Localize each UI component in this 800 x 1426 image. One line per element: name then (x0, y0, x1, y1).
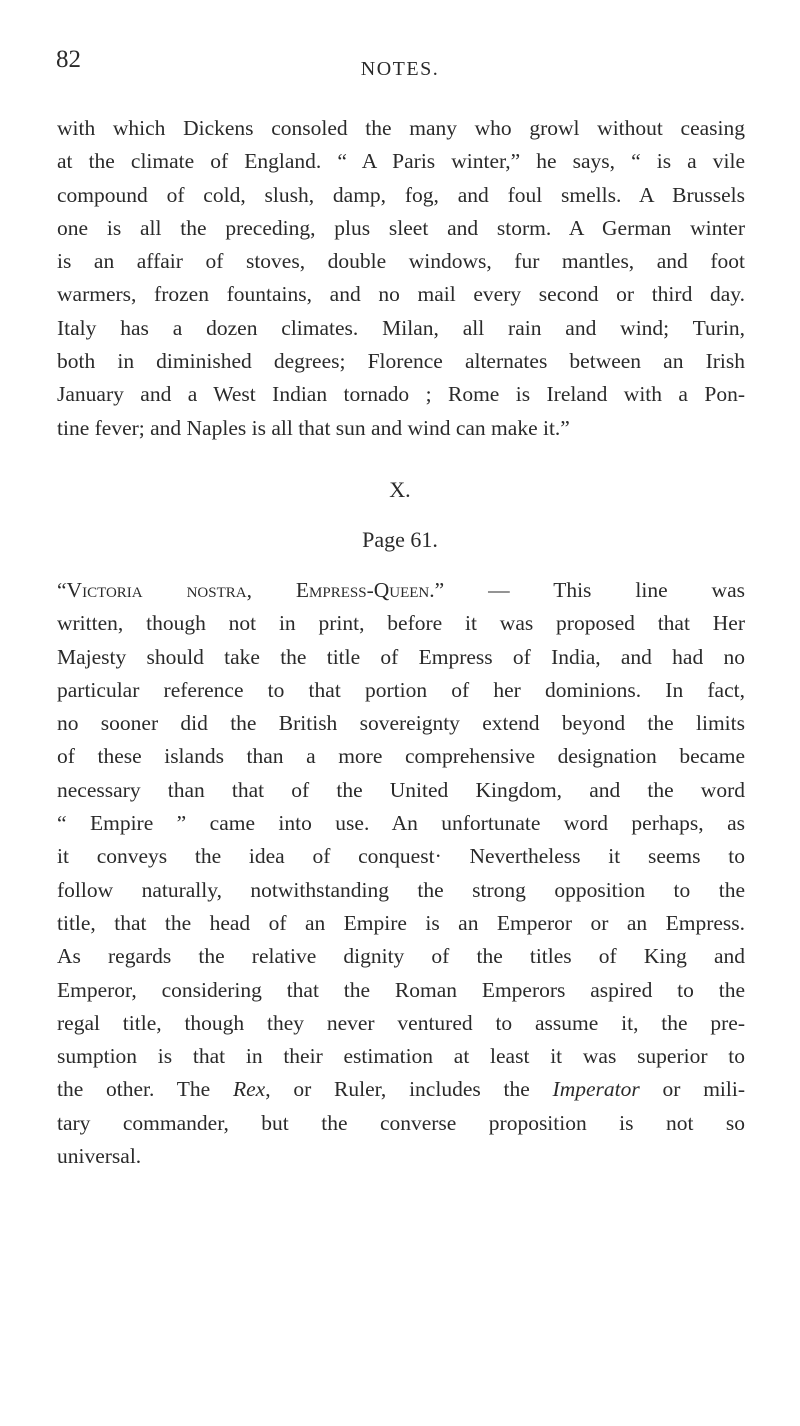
running-title: NOTES. (360, 58, 440, 80)
page-number: 82 (56, 46, 81, 73)
paragraph-climate-quote (57, 112, 745, 445)
text-line: of these islands than a more comprehensive designation became (57, 744, 745, 769)
text-line (57, 1073, 745, 1106)
text-line: one is all the preceding, plus sleet and storm. A German winter (57, 215, 745, 240)
text-line: warmers, frozen fountains, and no mail every second or third day. (57, 282, 745, 307)
page-reference: Page 61. (362, 527, 438, 552)
text-line: January and a West Indian tornado ; Rome is Ireland with a Pon- (57, 382, 745, 407)
text-line: sumption is that in their estimation at least it was superior to (57, 1044, 745, 1069)
text-line: follow naturally, notwithstanding the strong opposition to the (57, 877, 745, 902)
text-line: Italy has a dozen climates. Milan, all rain and wind; Turin, (57, 315, 745, 340)
text-line: both in diminished degrees; Florence alternates between an Irish (57, 349, 745, 374)
text-segment: ” — This line was (434, 578, 745, 602)
text-line: at the climate of England. “ A Paris winter,” he says, “ is a vile (57, 149, 745, 174)
text-line: particular reference to that portion of her dominions. In fact, (57, 677, 745, 702)
section-number: X. (389, 477, 411, 502)
text-line: compound of cold, slush, damp, fog, and foul smells. A Brussels (57, 182, 745, 207)
text-line: written, though not in print, before it was proposed that Her (57, 611, 745, 636)
text-line: necessary than that of the United Kingdom, and the word (57, 777, 745, 802)
text-line: with which Dickens consoled the many who growl without ceasing (57, 116, 745, 140)
text-line: title, that the head of an Empire is an Emperor or an Empress. (57, 910, 745, 935)
text-line: no sooner did the British sovereignty extend beyond the limits (57, 711, 745, 736)
text-line: “ Empire ” came into use. An unfortunate word perhaps, as (57, 811, 745, 836)
text-line: regal title, though they never ventured to assume it, the pre- (57, 1010, 745, 1035)
text-line: universal. (57, 1144, 142, 1169)
italic-term: Rex (232, 1077, 266, 1102)
text-line: is an affair of stoves, double windows, fur mantles, and foot (57, 249, 745, 274)
text-line: Emperor, considering that the Roman Emperors aspired to the (57, 977, 745, 1002)
text-line: it conveys the idea of conquest· Nevertheless it seems to (57, 844, 745, 869)
text-line: tary commander, but the converse proposition is not so (57, 1110, 745, 1135)
text-segment: or mili- (639, 1077, 745, 1102)
text-line (57, 574, 745, 607)
text-segment: , or Ruler, includes the (265, 1077, 553, 1102)
italic-term: Imperator (552, 1077, 640, 1102)
text-line: tine fever; and Naples is all that sun and wind can make it.” (57, 415, 570, 440)
text-segment: the other. The (57, 1077, 233, 1102)
text-line: As regards the relative dignity of the titles of King and (57, 944, 745, 969)
text-line: Majesty should take the title of Empress of India, and had no (57, 644, 745, 669)
paragraph-empress-note (57, 574, 745, 1173)
text-segment: “ (57, 578, 67, 602)
small-caps-quote: Victoria nostra, Empress-Queen. (66, 578, 435, 602)
